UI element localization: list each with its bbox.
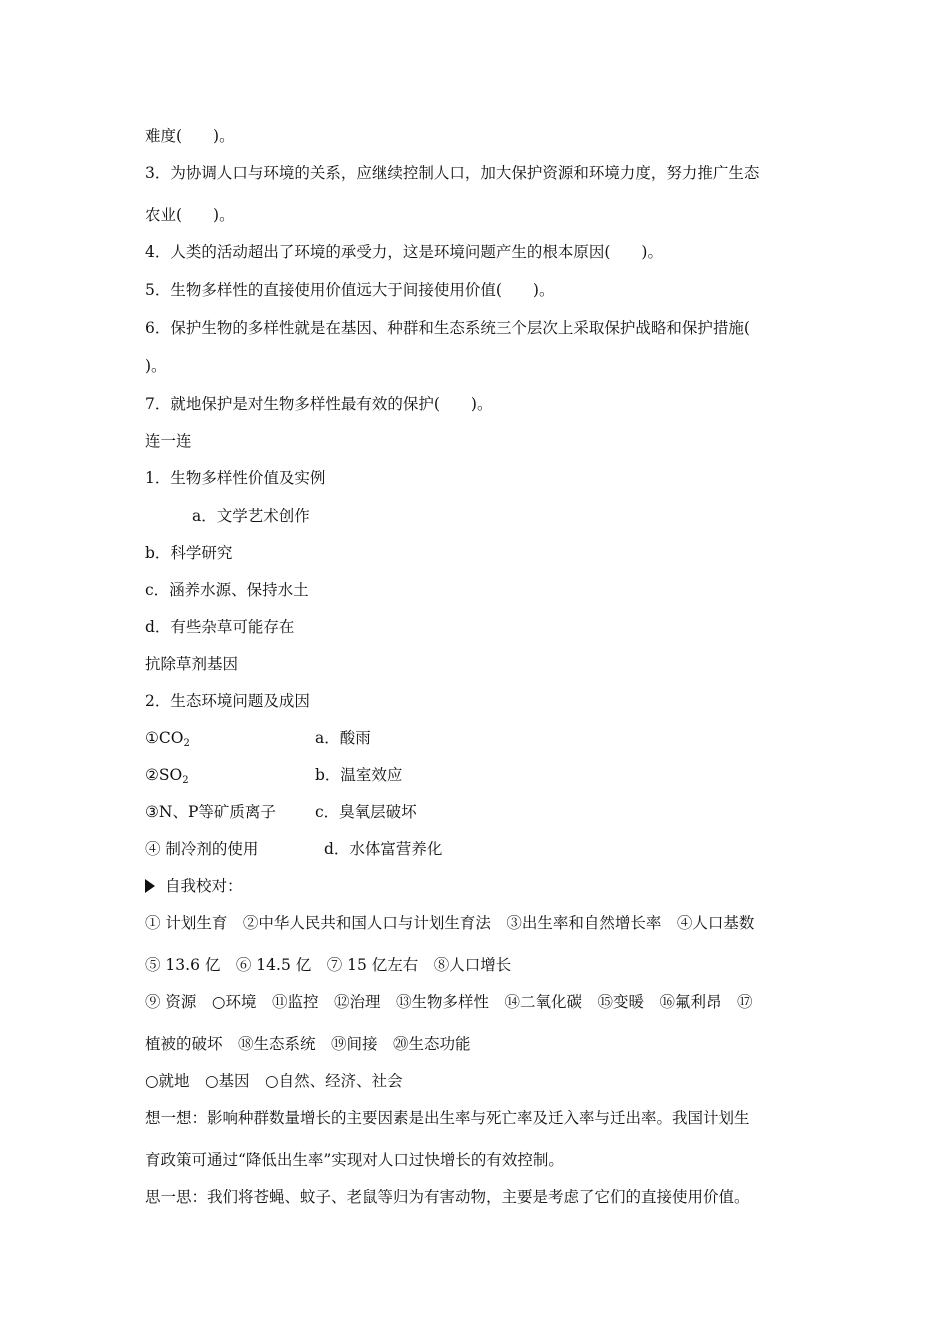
- think-line-2: 育政策可通过“降低出生率”实现对人口过快增长的有效控制。: [145, 1151, 564, 1169]
- answer-line-1: ① 计划生育 ②中华人民共和国人口与计划生育法 ③出生率和自然增长率 ④人口基数: [145, 914, 755, 932]
- problem-a: a．酸雨: [315, 729, 371, 747]
- connect-q2-title: 2．生态环境问题及成因: [145, 692, 310, 710]
- connect-q1-option-d: d．有些杂草可能存在: [145, 618, 295, 636]
- cause-so2: $②SO_2$: [145, 766, 189, 786]
- connect-q1-option-c: c．涵养水源、保持水土: [145, 581, 309, 599]
- answer-line-5: ○就地 ○基因 ○自然、经济、社会: [145, 1072, 403, 1090]
- judge-line-0: 难度( )。: [145, 127, 235, 145]
- answer-line-4: 植被的破坏 ⑱生态系统 ⑲间接 ⑳生态功能: [145, 1035, 471, 1053]
- judge-item-6-line-2: )。: [145, 357, 167, 375]
- self-check-title: 自我校对：: [165, 877, 243, 895]
- connect-q2-row-2: [145, 765, 189, 791]
- think-line-1: 想一想：影响种群数量增长的主要因素是出生率与死亡率及迁入率与迁出率。我国计划生: [145, 1109, 750, 1127]
- problem-b: b．温室效应: [315, 766, 403, 784]
- connect-q1-option-d-cont: 抗除草剂基因: [145, 655, 239, 673]
- cause-co2: $①CO_2$: [145, 729, 190, 749]
- self-check-heading: [145, 876, 243, 896]
- cause-refrigerant: ④ 制冷剂的使用: [145, 840, 259, 858]
- reflect-line: 思一思：我们将苍蝇、蚊子、老鼠等归为有害动物，主要是考虑了它们的直接使用价值。: [145, 1188, 750, 1206]
- judge-item-6-line-1: 6．保护生物的多样性就是在基因、种群和生态系统三个层次上采取保护战略和保护措施(: [145, 319, 750, 337]
- problem-c: c．臭氧层破坏: [315, 803, 417, 821]
- judge-item-3-line-1: 3．为协调人口与环境的关系，应继续控制人口，加大保护资源和环境力度，努力推广生态: [145, 164, 760, 182]
- judge-item-4: 4．人类的活动超出了环境的承受力，这是环境问题产生的根本原因( )。: [145, 243, 663, 261]
- judge-item-3-line-2: 农业( )。: [145, 206, 235, 224]
- connect-q1-option-b: b．科学研究: [145, 544, 233, 562]
- connect-q2-row-1: [145, 728, 190, 754]
- judge-item-7: 7．就地保护是对生物多样性最有效的保护( )。: [145, 395, 493, 413]
- problem-d: d．水体富营养化: [324, 840, 443, 858]
- cause-np-ions: ③N、P等矿质离子: [145, 803, 276, 821]
- triangle-marker-icon: [145, 879, 155, 893]
- answer-line-3: ⑨ 资源 ○环境 ⑪监控 ⑫治理 ⑬生物多样性 ⑭二氧化碳 ⑮变暖 ⑯氟利昂 ⑰: [145, 993, 753, 1011]
- connect-heading: 连一连: [145, 432, 192, 450]
- connect-q1-option-a: a．文学艺术创作: [192, 507, 310, 525]
- answer-line-2: ⑤ 13.6 亿 ⑥ 14.5 亿 ⑦ 15 亿左右 ⑧人口增长: [145, 956, 512, 974]
- judge-item-5: 5．生物多样性的直接使用价值远大于间接使用价值( )。: [145, 281, 555, 299]
- connect-q1-title: 1．生物多样性价值及实例: [145, 469, 326, 487]
